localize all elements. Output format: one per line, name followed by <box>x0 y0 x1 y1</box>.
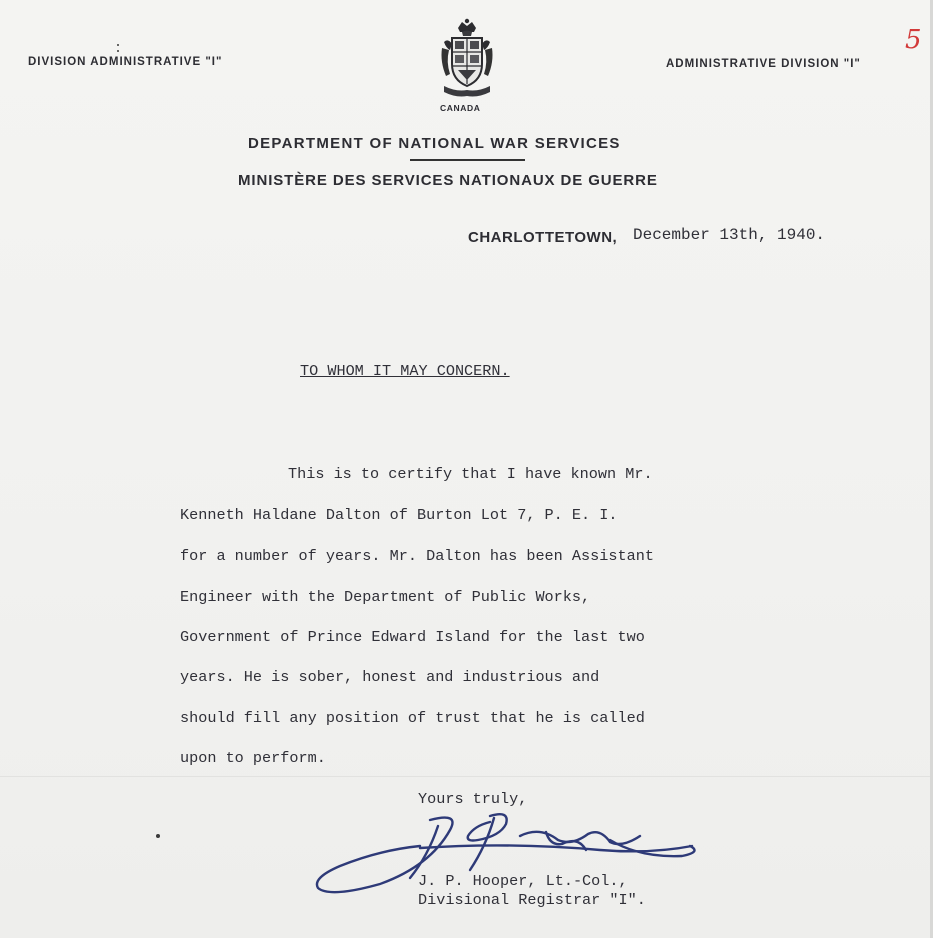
department-title-english: DEPARTMENT OF NATIONAL WAR SERVICES <box>248 135 621 152</box>
coat-of-arms-icon <box>436 18 498 102</box>
ink-speck <box>117 50 119 52</box>
letter-subject: TO WHOM IT MAY CONCERN. <box>300 362 510 380</box>
ink-speck <box>156 834 160 838</box>
department-title-french: MINISTÈRE DES SERVICES NATIONAUX DE GUERRE <box>238 172 658 189</box>
body-line-8: upon to perform. <box>180 749 326 767</box>
closing-salutation: Yours truly, <box>418 790 528 808</box>
signatory-name: J. P. Hooper, Lt.-Col., <box>418 872 628 890</box>
body-line-3: for a number of years. Mr. Dalton has been Assistant <box>180 547 654 565</box>
letter-date: December 13th, 1940. <box>633 226 826 244</box>
body-line-1: This is to certify that I have known Mr. <box>288 465 653 483</box>
body-line-6: years. He is sober, honest and industrious and <box>180 668 600 686</box>
body-line-7: should fill any position of trust that he is called <box>180 709 645 727</box>
city-label: CHARLOTTETOWN, <box>468 229 618 246</box>
body-line-2: Kenneth Haldane Dalton of Burton Lot 7, P. E. I. <box>180 506 618 524</box>
body-line-5: Government of Prince Edward Island for the last two <box>180 628 645 646</box>
left-division-heading: DIVISION ADMINISTRATIVE "I" <box>28 56 223 68</box>
country-label: CANADA <box>440 103 481 113</box>
body-line-4: Engineer with the Department of Public Works, <box>180 588 591 606</box>
signatory-title: Divisional Registrar "I". <box>418 891 646 909</box>
ink-speck <box>117 44 119 46</box>
handwritten-page-number: 5 <box>905 25 922 55</box>
paper-fold-line <box>0 776 933 777</box>
right-division-heading: ADMINISTRATIVE DIVISION "I" <box>666 58 861 70</box>
letterhead-divider <box>410 159 525 161</box>
